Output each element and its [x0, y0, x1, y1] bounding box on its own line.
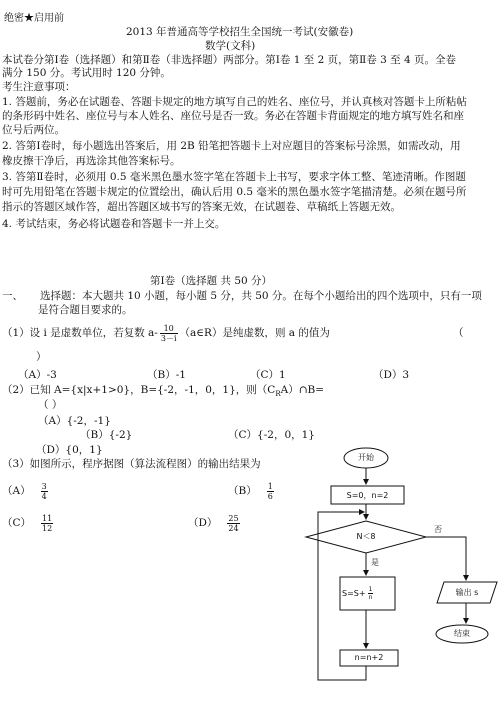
q3-option-b-label: （B） — [228, 485, 257, 497]
flow-assign-den: n — [368, 594, 373, 601]
q3-option-c-label: （C） — [2, 517, 32, 529]
q3-a-den: 4 — [41, 491, 47, 501]
q1-option-c: （C）1 — [250, 369, 286, 381]
flow-yes-label: 是 — [371, 558, 379, 567]
flow-assign-frac — [368, 586, 374, 601]
note-3b: 时可先用铅笔在答题卡规定的位置绘出，确认后用 0.5 毫米的黑色墨水签字笔描清楚。必须在题号所 — [2, 186, 467, 198]
q1-stem-post: （a∈R）是纯虚数，则 a 的值为 — [179, 327, 330, 339]
flow-end-label: 结束 — [454, 629, 470, 638]
q3-d-num: 25 — [228, 513, 239, 523]
q1-paren-close: ） — [36, 351, 47, 363]
q3-c-den: 12 — [42, 523, 53, 533]
note-1a: 1. 答题前，务必在试题卷、答题卡规定的地方填写自己的姓名、座位号，并认真核对答题卡上所粘帖 — [2, 96, 467, 108]
intro-line-2: 满分 150 分。考试用时 120 分钟。 — [2, 67, 171, 79]
section-instruction-b: 是符合题目要求的。 — [38, 304, 133, 316]
q3-c-num: 11 — [42, 513, 53, 523]
intro-line-1: 本试卷分第Ⅰ卷（选择题）和第Ⅱ卷（非选择题）两部分。第Ⅰ卷 1 至 2 页，第Ⅱ卷 3 至 4 页。全卷 — [2, 54, 456, 66]
flow-no-label: 否 — [434, 525, 442, 534]
part1-heading: 第Ⅰ卷（选择题 共 50 分） — [150, 275, 273, 287]
q3-b-den: 6 — [267, 491, 273, 501]
flow-output-label: 输出 s — [455, 588, 479, 597]
q2-complement-sub: R — [275, 390, 281, 399]
q2-paren: （ ） — [38, 399, 63, 411]
note-4: 4. 考试结束，务必将试题卷和答题卡一并上交。 — [2, 218, 226, 230]
q2-complement: C — [267, 384, 276, 396]
note-1b: 的条形码中姓名、座位号与本人姓名、座位号是否一致。务必在答题卡背面规定的地方填写姓名和座 — [2, 110, 464, 122]
q1-option-d: （D）3 — [373, 369, 410, 381]
flow-inc-label: n=n+2 — [354, 653, 384, 662]
flow-init-label: S=0，n=2 — [346, 491, 389, 500]
q3-b-num: 1 — [267, 481, 273, 491]
q1-option-a: （A）-3 — [18, 369, 57, 381]
note-2b: 橡皮擦干净后，再选涂其他答案标号。 — [2, 155, 181, 167]
q1-frac-num: 10 — [160, 324, 178, 334]
flow-assign-label — [342, 585, 375, 603]
q2-option-a: （A）{-2，-1} — [38, 415, 111, 427]
note-1c: 位号后两位。 — [2, 124, 65, 136]
q1-option-b: （B）-1 — [147, 369, 186, 381]
exam-title: 2013 年普通高等学校招生全国统一考试(安徽卷) — [126, 26, 354, 38]
q3-d-den: 24 — [228, 523, 239, 533]
q2-option-d: （D）{0，1} — [36, 444, 103, 456]
q1-frac-den: 3－i — [160, 333, 177, 343]
q2-option-b: （B）{-2} — [80, 429, 133, 441]
flow-assign-pre: S=S+ — [342, 589, 366, 598]
q2-option-c: （C）{-2，0，1} — [228, 429, 315, 441]
q3-option-d-label: （D） — [188, 517, 218, 529]
q2-stem-end: A）∩B= — [280, 384, 325, 396]
note-3c: 指示的答题区域作答，超出答题区域书写的答案无效，在试题卷、草稿纸上答题无效。 — [2, 201, 401, 213]
notes-title: 考生注意事项： — [2, 81, 76, 93]
flow-cond-label: N＜8 — [356, 532, 376, 541]
flow-assign-num: 1 — [368, 586, 373, 593]
q3-a-num: 3 — [41, 481, 47, 491]
section-instruction-a: 选择题：本大题共 10 小题，每小题 5 分，共 50 分。在每个小题给出的四个选项中，只有一项 — [40, 290, 482, 302]
secret-label: 绝密★启用前 — [4, 13, 64, 24]
q2-stem-text: （2）已知 A={x|x+1>0}，B={-2，-1，0，1}，则（ — [2, 384, 268, 396]
q3-stem: （3）如图所示，程序据图（算法流程图）的输出结果为 — [2, 458, 261, 470]
note-3a: 3. 答第Ⅱ卷时，必须用 0.5 毫米黑色墨水签字笔在答题卡上书写，要求字体工整、笔迹清晰。作图题 — [2, 171, 466, 183]
q1-paren-open: （ — [453, 327, 464, 339]
flow-start-label: 开始 — [358, 453, 374, 462]
q1-stem-pre: （1）设 i 是虚数单位，若复数 a- — [2, 327, 158, 339]
note-2a: 2. 答第Ⅰ卷时，每小题选出答案后，用 2B 铅笔把答题卡上对应题目的答案标号涂黑，如需改动，用 — [2, 140, 461, 152]
exam-subtitle: 数学(文科) — [205, 40, 256, 52]
q3-option-a-label: （A） — [2, 485, 31, 497]
section-number: 一、 — [2, 290, 23, 302]
